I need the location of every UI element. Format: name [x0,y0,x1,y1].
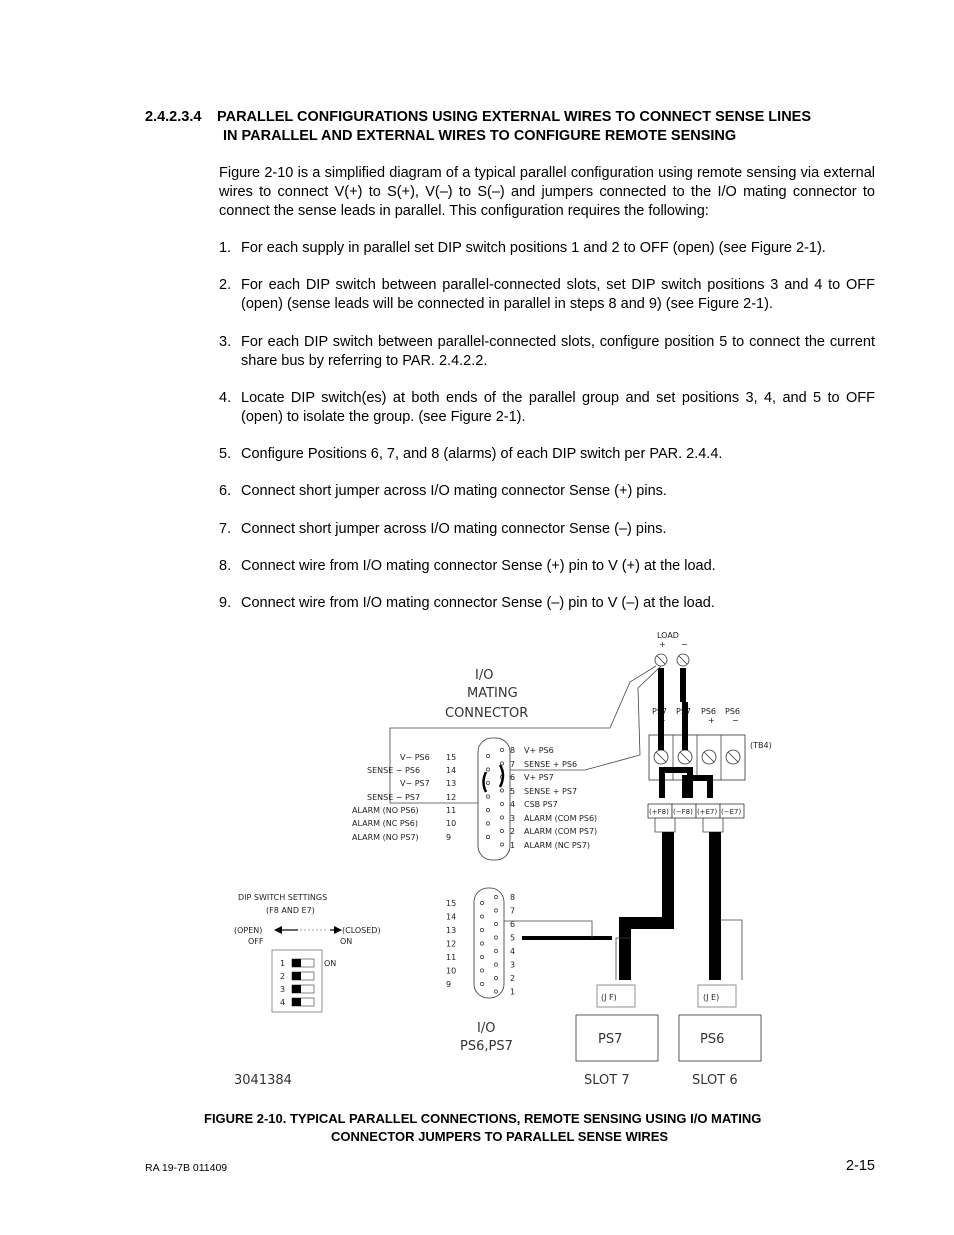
lower-left-pin-number: 12 [446,939,457,949]
list-item: 6. Connect short jumper across I/O mating connector Sense (+) pins. [219,483,667,499]
io-lower-label-1: I/O [477,1021,496,1036]
dip-switch-lever [292,998,301,1006]
left-pin-number: 15 [446,753,457,762]
lower-right-pin-number: 3 [510,960,516,970]
left-pin-number: 10 [446,819,457,828]
lower-right-pin-number: 4 [510,947,516,956]
tb-header-sign: + [708,716,715,725]
intro-paragraph: Figure 2-10 is a simplified diagram of a typical parallel configuration using remote sensing via external wires to connect V(+) to S(+), V(–) to S(–) and jumpers connected to the I/O mating connector to connect the sense leads in parallel. This configuration requires the following: [219,165,875,219]
right-pin-label: ALARM (NC PS7) [524,841,590,850]
tb-header-sign: − [682,716,689,725]
lower-left-pin-number: 13 [446,926,457,935]
wiring-diagram-svg [220,620,780,1100]
left-pin-label: V− PS6 [400,753,430,762]
load-minus: − [681,640,688,649]
tb-header-sign: − [732,716,739,725]
list-item: 7. Connect short jumper across I/O mating connector Sense (–) pins. [219,521,667,537]
left-pin-label: V− PS7 [400,779,430,788]
tb-header-name: PS7 [676,707,691,716]
figure-caption [204,1110,844,1146]
tb-header-sign: + [659,716,666,725]
lower-left-pin-number: 15 [446,899,457,908]
lower-left-pin-number: 11 [446,953,457,962]
list-item: 5. Configure Positions 6, 7, and 8 (alarms) of each DIP switch per PAR. 2.4.4. [219,446,723,462]
dip-position-number: 2 [280,972,286,981]
dip-on-label: ON [340,937,353,946]
dip-position-number: 3 [280,985,286,994]
dip-switch-lever [292,972,301,980]
tb-terminal-label: (+F8) [649,808,669,816]
load-label: LOAD [657,631,679,640]
lower-right-pin-number: 1 [510,987,516,997]
right-pin-number: 8 [510,746,516,755]
load-terminal-minus [677,654,689,666]
dip-switch-lever [292,959,301,967]
dip-open-label: (OPEN) [234,926,263,935]
lower-right-pin-number: 2 [510,974,516,983]
list-item: 9. Connect wire from I/O mating connector Sense (–) pin to V (–) at the load. [219,595,715,611]
left-pin-number: 9 [446,833,452,842]
right-pin-label: CSB PS7 [524,800,558,809]
lower-right-pin-number: 7 [510,906,516,916]
lower-left-pin-number: 9 [446,980,452,989]
right-pin-label: V+ PS6 [524,746,554,755]
section-heading [145,108,875,146]
right-pin-number: 4 [510,800,516,809]
right-pin-number: 2 [510,827,516,836]
dip-off-label: OFF [248,937,264,946]
tb4-label: (TB4) [750,741,772,750]
right-pin-number: 3 [510,814,516,823]
tb-terminal-label: (−E7) [721,808,742,816]
tb-header-name: PS7 [652,707,667,716]
ps7-label: PS7 [598,1032,623,1047]
left-pin-label: ALARM (NO PS7) [352,833,419,842]
io-connector-lower [474,888,504,998]
io-connector-upper [478,738,510,860]
dip-switch-lever [292,985,301,993]
left-pin-label: ALARM (NO PS6) [352,806,419,815]
lower-left-pin-number: 14 [446,912,457,922]
tb-terminal-label: (−F8) [673,808,693,816]
dip-position-number: 1 [280,959,286,968]
tb-header-name: PS6 [725,707,740,716]
left-pin-number: 12 [446,793,457,802]
list-item: 8. Connect wire from I/O mating connector Sense (+) pin to V (+) at the load. [219,558,716,574]
drawing-number: 3041384 [234,1073,292,1088]
left-pin-number: 11 [446,806,457,815]
lower-right-pin-number: 8 [510,893,516,902]
caption-line2: CONNECTOR JUMPERS TO PARALLEL SENSE WIRES [331,1129,669,1144]
io-lower-label-2: PS6,PS7 [460,1039,513,1054]
right-pin-label: ALARM (COM PS7) [524,827,598,836]
jf-label: (J F) [601,993,617,1002]
je-label: (J E) [703,993,720,1002]
list-item: 2. For each DIP switch between parallel-connected slots, set DIP switch positions 3 and 4 to OFF (open) (sense leads will be connected in parallel in steps 8 and 9) (see Figure 2-1). [219,277,875,312]
section-title-line2: IN PARALLEL AND EXTERNAL WIRES TO CONFIGURE REMOTE SENSING [223,128,737,144]
io-label-3: CONNECTOR [445,706,529,721]
left-pin-number: 13 [446,779,457,788]
dip-subtitle: (F8 AND E7) [266,906,315,915]
right-pin-label: V+ PS7 [524,773,554,782]
left-pin-label: ALARM (NC PS6) [352,819,418,828]
load-terminal-plus [655,654,667,666]
list-item: 4. Locate DIP switch(es) at both ends of the parallel group and set positions 3, 4, and 5 to OFF (open) to isolate the group. (see Figure 2-1). [219,390,875,425]
list-item: 3. For each DIP switch between parallel-connected slots, configure position 5 to connect the current share bus by referring to PAR. 2.4.2.2. [219,334,875,369]
section-number: 2.4.2.3.4 [145,109,202,125]
footer-doc-id: RA 19-7B 011409 [145,1162,228,1174]
ps6-label: PS6 [700,1032,725,1047]
dip-position-number: 4 [280,998,286,1007]
lower-right-pin-number: 6 [510,920,516,929]
tb-header-name: PS6 [701,707,716,716]
slot6-label: SLOT 6 [692,1073,738,1088]
load-plus: + [659,640,666,649]
right-pin-label: ALARM (COM PS6) [524,814,598,823]
wiring-diagram [220,620,780,1100]
left-pin-label: SENSE − PS7 [367,793,421,802]
caption-line1: FIGURE 2-10. TYPICAL PARALLEL CONNECTIONS, REMOTE SENSING USING I/O MATING [204,1111,762,1126]
sense-wire-plus [390,666,656,803]
right-pin-number: 1 [510,841,516,850]
dip-title: DIP SWITCH SETTINGS [238,893,328,902]
left-pin-label: SENSE − PS6 [367,766,421,775]
left-pin-number: 14 [446,766,457,775]
section-title-line1: PARALLEL CONFIGURATIONS USING EXTERNAL WIRES TO CONNECT SENSE LINES [217,109,812,125]
list-item: 1. For each supply in parallel set DIP switch positions 1 and 2 to OFF (open) (see Figure 2-1). [219,240,826,256]
right-pin-number: 7 [510,760,516,769]
tb-terminal-label: (+E7) [697,808,718,816]
right-pin-label: SENSE + PS6 [524,760,578,769]
io-label-1: I/O [475,668,494,683]
right-pin-label: SENSE + PS7 [524,787,578,796]
footer-page-number: 2-15 [845,1158,875,1174]
dip-closed-label: (CLOSED) [342,926,381,935]
io-label-2: MATING [467,686,518,701]
lower-right-pin-number: 5 [510,933,516,943]
lower-left-pin-number: 10 [446,966,457,976]
right-pin-number: 5 [510,787,516,796]
dip-on-marker: ON [324,959,337,968]
right-pin-number: 6 [510,773,516,782]
slot7-label: SLOT 7 [584,1073,630,1088]
